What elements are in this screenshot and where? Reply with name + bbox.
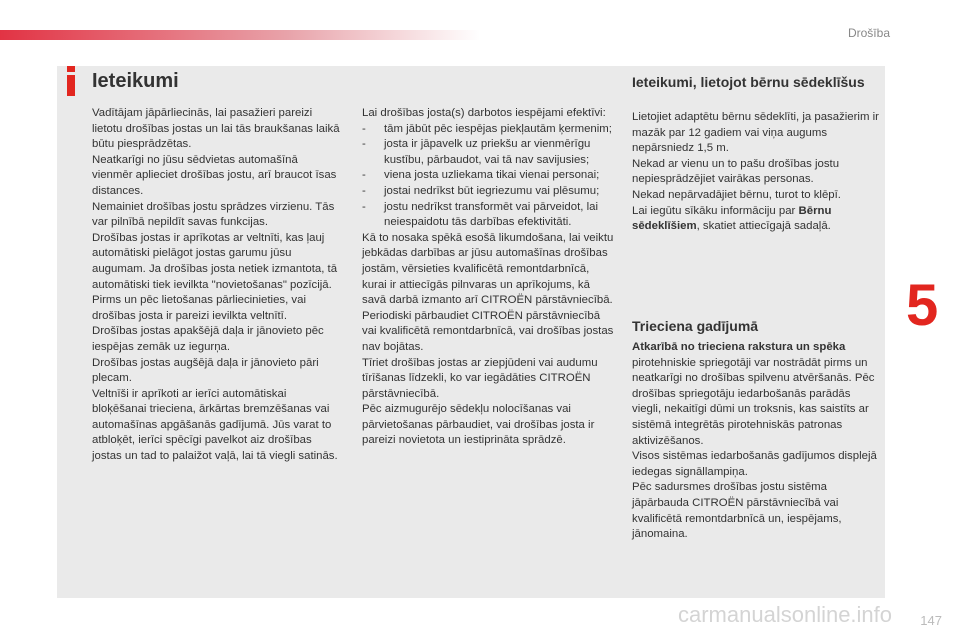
child-seat-reference: Bērnu sēdeklīšiem (632, 204, 832, 233)
paragraph: Lai drošības josta(s) darbotos iespējami efektīvi: (362, 107, 606, 119)
list-item: - jostai nedrīkst būt iegriezumu vai plēsumu; (362, 184, 600, 197)
paragraph: Drošības jostas augšējā daļa ir jānovieto pāri plecam. (92, 356, 319, 385)
paragraph: Pirms un pēc lietošanas pārliecinieties, vai drošības josta ir pareizi ievilkta veltnītī. (92, 294, 306, 322)
list-item: - viena josta uzliekama tikai vienai personai; (362, 169, 600, 182)
paragraph: Visos sistēmas iedarbošanās gadījumos displejā iedegas signāllampiņa. (632, 450, 877, 478)
column-impact (632, 340, 882, 543)
impact-heading: Trieciena gadījumā (632, 318, 759, 334)
paragraph: Vadītājam jāpārliecinās, lai pasažieri pareizi lietotu drošības jostas un lai tās braukšanas laikā būtu piesprādzētas. (92, 107, 340, 151)
header-accent-bar (0, 30, 480, 40)
paragraph: Lietojiet adaptētu bērnu sēdeklīti, ja pasažierim ir mazāk par 12 gadiem vai viņa augums nepārsniedz 1,5 m. (632, 111, 879, 155)
paragraph: Periodiski pārbaudiet CITROËN pārstāvniecībā vai kvalificētā remontdarbnīcā, vai drošības jostas nav bojātas. (362, 309, 614, 353)
paragraph: Drošības jostas ir aprīkotas ar veltnīti, kas ļauj automātiski pielāgot jostas garumu jūsu augumam. Ja drošības josta netiek izmantota, tā automātiski tiek ievilkta "novietošanas" pozīcijā. (92, 231, 338, 291)
page-title: Ieteikumi (92, 70, 179, 92)
info-icon (58, 64, 84, 98)
paragraph: Veltnīši ir aprīkoti ar ierīci automātiskai bloķēšanai trieciena, ārkārtas bremzēšanas vai automašīnas apgāšanās gadījumā. Jūs varat to atbloķēt, ierīci spēcīgi pavelkot aiz drošības jostas un tad to palaižot vaļā, lai tā viegli satinās. (92, 387, 338, 463)
section-title: Drošība (847, 26, 890, 40)
column-children-advice (632, 110, 882, 235)
children-heading: Ieteikumi, lietojot bērnu sēdeklīšus (632, 74, 865, 90)
chapter-number: 5 (906, 273, 939, 338)
paragraph: Neatkarīgi no jūsu sēdvietas automašīnā vienmēr aplieciet drošības jostu, arī braucot īsas distances. (92, 153, 337, 197)
paragraph: Drošības jostas apakšējā daļa ir jānovieto pēc iespējas zemāk uz iegurņa. (92, 325, 324, 353)
column-effective-use (362, 106, 616, 449)
paragraph: Pēc aizmugurējo sēdekļu nolocīšanas vai pārvietošanas pārbaudiet, vai drošības josta ir pareizi novietota un iestiprināta sprādzē. (362, 403, 595, 447)
paragraph: Kā to nosaka spēkā esošā likumdošana, lai veiktu jebkādas darbības ar jūsu automašīnas drošības jostām, vērsieties kvalificētā remontdarbnīcā, kurai ir attiecīgās pilnvaras un aprīkojums, kā savā darbā izmanto arī CITROËN pārstāvniecībā. (362, 231, 614, 307)
paragraph: Nekad ar vienu un to pašu drošības jostu nepiesprādzējiet vairākas personas. (632, 157, 840, 186)
column-general-advice (92, 106, 340, 465)
list-item: - josta ir jāpavelk uz priekšu ar vienmērīgu kustību, pārbaudot, vai tā nav savijusies; (362, 138, 591, 166)
page-number: 147 (920, 613, 942, 628)
paragraph: pirotehniskie spriegotāji var nostrādāt pirms un neatkarīgi no drošības spilvenu atvēršanās. Pēc drošības spriegotāju iedarbošanās parādās viegli, nekaitīgi dūmi un troksnis, kas saistīts ar sistēmā integrētās pirotehniskās patronas aktivizēšanos. (632, 356, 875, 447)
paragraph: Lai iegūtu sīkāku informāciju par Bērnu sēdeklīšiem, skatiet attiecīgajā sadaļā. (632, 204, 832, 233)
paragraph: Tīriet drošības jostas ar ziepjūdeni vai audumu tīrīšanas līdzekli, ko var iegādāties CITROËN pārstāvniecībā. (362, 356, 598, 400)
paragraph-lead: Atkarībā no trieciena rakstura un spēka (632, 341, 846, 353)
paragraph: Nekad nepārvadājiet bērnu, turot to klēpī. (632, 188, 841, 201)
watermark: carmanualsonline.info (678, 602, 893, 627)
paragraph: Nemainiet drošības jostu sprādzes virzienu. Tās var pilnībā nepildīt savas funkcijas. (92, 200, 335, 229)
list-item: - tām jābūt pēc iespējas piekļautām ķermenim; (362, 122, 612, 135)
paragraph: Pēc sadursmes drošības jostu sistēma jāpārbauda CITROËN pārstāvniecībā vai kvalificētā remontdarbnīcā un, iespējams, jānomaina. (632, 481, 842, 541)
list-item: - jostu nedrīkst transformēt vai pārveidot, lai neiespaidotu tās darbības efektivitāti. (362, 200, 598, 229)
